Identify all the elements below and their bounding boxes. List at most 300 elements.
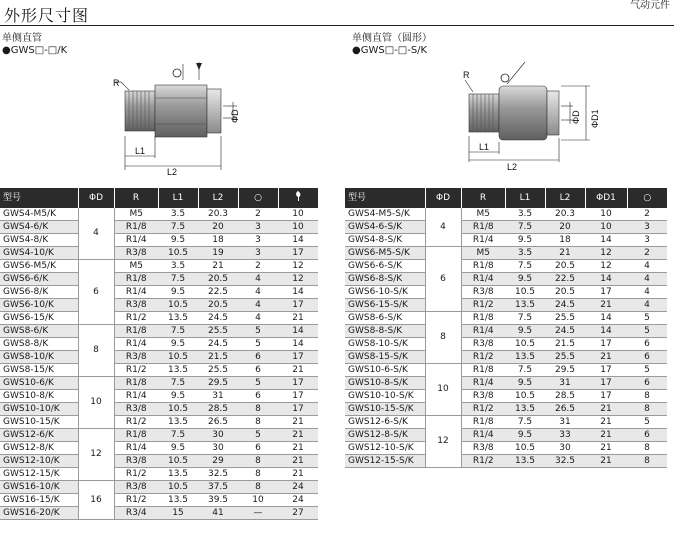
table-row: [0, 338, 318, 351]
table-cell: GWS16-15/K: [0, 494, 78, 507]
table-cell: —: [238, 507, 278, 520]
table-cell: GWS6-6/K: [0, 273, 78, 286]
table-cell: 8: [627, 442, 667, 455]
table-cell: 29.5: [198, 377, 238, 390]
table-row: [0, 416, 318, 429]
table-cell: R3/8: [461, 286, 505, 299]
table-cell: 12: [278, 260, 318, 273]
right-l2-label: L2: [507, 162, 518, 172]
table-cell: 10: [585, 208, 627, 221]
table-cell: R1/2: [461, 351, 505, 364]
table-cell: GWS12-6-S/K: [345, 416, 425, 429]
table-cell: 3: [238, 234, 278, 247]
column-header: 型号: [345, 188, 425, 208]
table-cell: R1/2: [114, 494, 158, 507]
table-row: [0, 312, 318, 325]
table-cell: GWS4-6-S/K: [345, 221, 425, 234]
table-cell: GWS6-M5-S/K: [345, 247, 425, 260]
table-cell: 6: [238, 351, 278, 364]
table-cell: 24.5: [198, 312, 238, 325]
phi-d-cell: 10: [425, 364, 461, 416]
table-cell: 21: [585, 416, 627, 429]
table-cell: 6: [627, 377, 667, 390]
table-cell: 14: [278, 325, 318, 338]
table-cell: 21.5: [545, 338, 585, 351]
table-cell: 28.5: [545, 390, 585, 403]
table-cell: GWS8-8/K: [0, 338, 78, 351]
table-cell: 21: [278, 416, 318, 429]
table-cell: R1/4: [461, 325, 505, 338]
table-cell: 8: [238, 403, 278, 416]
table-cell: 25.5: [545, 312, 585, 325]
column-header: L2: [198, 188, 238, 208]
table-cell: 14: [585, 325, 627, 338]
column-header: ΦD: [425, 188, 461, 208]
table-cell: 17: [585, 338, 627, 351]
table-cell: 22.5: [198, 286, 238, 299]
table-cell: 9.5: [158, 234, 198, 247]
table-cell: GWS10-10-S/K: [345, 390, 425, 403]
table-cell: 3.5: [158, 260, 198, 273]
phi-d-cell: 12: [78, 429, 114, 481]
table-row: [345, 208, 667, 221]
table-cell: 21: [585, 299, 627, 312]
table-cell: GWS4-M5-S/K: [345, 208, 425, 221]
table-row: [0, 364, 318, 377]
table-cell: R1/4: [114, 442, 158, 455]
right-subtitle: 单侧直管（圆形）: [352, 33, 432, 44]
table-row: [345, 325, 667, 338]
table-cell: 7.5: [158, 377, 198, 390]
table-cell: R1/8: [114, 377, 158, 390]
table-cell: 7.5: [505, 416, 545, 429]
table-row: [345, 312, 667, 325]
table-cell: 5: [627, 325, 667, 338]
right-d-label: ΦD: [571, 110, 581, 124]
table-cell: 21: [585, 351, 627, 364]
table-cell: 8: [238, 468, 278, 481]
table-cell: 24: [278, 481, 318, 494]
table-cell: 9.5: [158, 286, 198, 299]
left-l2-label: L2: [167, 167, 178, 176]
table-cell: 7.5: [158, 221, 198, 234]
table-row: [0, 507, 318, 520]
table-cell: R1/4: [461, 273, 505, 286]
table-cell: 24: [278, 494, 318, 507]
table-cell: 29: [198, 455, 238, 468]
table-cell: GWS8-6-S/K: [345, 312, 425, 325]
table-cell: 5: [238, 325, 278, 338]
table-cell: 8: [238, 481, 278, 494]
table-cell: R3/8: [114, 247, 158, 260]
table-cell: 4: [238, 312, 278, 325]
table-row: [345, 377, 667, 390]
table-cell: 21: [585, 429, 627, 442]
table-cell: 37.5: [198, 481, 238, 494]
table-cell: GWS4-6/K: [0, 221, 78, 234]
table-cell: 6: [627, 351, 667, 364]
table-cell: 12: [585, 247, 627, 260]
table-cell: 6: [627, 429, 667, 442]
phi-d-cell: 8: [425, 312, 461, 364]
left-subtitle: 单侧直管: [2, 33, 42, 44]
table-cell: R1/8: [461, 312, 505, 325]
table-cell: 41: [198, 507, 238, 520]
table-cell: GWS6-10/K: [0, 299, 78, 312]
table-cell: 5: [238, 377, 278, 390]
table-cell: 5: [238, 429, 278, 442]
table-cell: 21: [585, 442, 627, 455]
table-cell: GWS8-6/K: [0, 325, 78, 338]
table-cell: 21: [278, 312, 318, 325]
table-cell: GWS12-6/K: [0, 429, 78, 442]
table-cell: 19: [198, 247, 238, 260]
table-row: [0, 390, 318, 403]
table-cell: 27: [278, 507, 318, 520]
table-cell: 2: [238, 260, 278, 273]
table-cell: 6: [238, 442, 278, 455]
column-header: 型号: [0, 188, 78, 208]
table-cell: R3/8: [461, 390, 505, 403]
table-cell: 7.5: [505, 221, 545, 234]
table-row: [345, 364, 667, 377]
table-cell: 17: [585, 364, 627, 377]
table-cell: 13.5: [158, 494, 198, 507]
table-cell: 13.5: [158, 312, 198, 325]
table-row: [0, 494, 318, 507]
table-cell: 13.5: [505, 455, 545, 468]
table-cell: R1/8: [114, 273, 158, 286]
table-cell: 17: [278, 299, 318, 312]
table-cell: GWS6-8/K: [0, 286, 78, 299]
table-cell: 4: [238, 299, 278, 312]
table-cell: 21: [585, 455, 627, 468]
table-cell: R1/4: [114, 390, 158, 403]
table-cell: 10: [585, 221, 627, 234]
right-code: ●GWS□-□-S/K: [352, 45, 428, 56]
table-row: [0, 286, 318, 299]
table-cell: 21: [278, 468, 318, 481]
table-cell: R3/8: [461, 338, 505, 351]
table-cell: 10: [238, 494, 278, 507]
table-cell: GWS4-8/K: [0, 234, 78, 247]
phi-d-cell: 6: [425, 247, 461, 312]
table-cell: 3: [238, 221, 278, 234]
table-row: [345, 260, 667, 273]
table-cell: 30: [198, 429, 238, 442]
table-cell: 28.5: [198, 403, 238, 416]
column-header: L2: [545, 188, 585, 208]
right-l1-label: L1: [479, 142, 490, 152]
table-cell: 13.5: [158, 364, 198, 377]
table-cell: 13.5: [505, 299, 545, 312]
table-cell: 25.5: [198, 325, 238, 338]
table-row: [0, 377, 318, 390]
table-row: [345, 299, 667, 312]
table-cell: 10.5: [158, 403, 198, 416]
phi-d-cell: 6: [78, 260, 114, 325]
table-cell: 26.5: [198, 416, 238, 429]
right-fitting-drawing: [455, 58, 615, 176]
table-cell: R3/8: [114, 403, 158, 416]
table-cell: 18: [198, 234, 238, 247]
table-cell: 14: [278, 234, 318, 247]
column-header: L1: [505, 188, 545, 208]
table-cell: 2: [238, 208, 278, 221]
table-cell: 30: [198, 442, 238, 455]
table-row: [0, 208, 318, 221]
table-row: [0, 221, 318, 234]
table-cell: 20.3: [545, 208, 585, 221]
table-cell: 7.5: [158, 325, 198, 338]
table-cell: 9.5: [505, 273, 545, 286]
table-cell: R1/8: [461, 416, 505, 429]
table-row: [0, 234, 318, 247]
table-cell: GWS10-6/K: [0, 377, 78, 390]
table-cell: 29.5: [545, 364, 585, 377]
table-cell: R1/8: [114, 325, 158, 338]
table-cell: 20: [545, 221, 585, 234]
phi-d-cell: 10: [78, 377, 114, 429]
table-row: [345, 390, 667, 403]
table-cell: 39.5: [198, 494, 238, 507]
left-d-label: ΦD: [230, 109, 240, 123]
table-cell: 25.5: [198, 364, 238, 377]
table-cell: 4: [627, 286, 667, 299]
table-cell: GWS10-10/K: [0, 403, 78, 416]
table-cell: 14: [278, 286, 318, 299]
table-cell: R1/8: [114, 429, 158, 442]
table-cell: GWS10-15/K: [0, 416, 78, 429]
table-cell: 3: [627, 234, 667, 247]
table-cell: GWS16-20/K: [0, 507, 78, 520]
table-cell: 13.5: [505, 403, 545, 416]
table-cell: 17: [585, 286, 627, 299]
table-cell: 9.5: [505, 377, 545, 390]
table-cell: 14: [585, 273, 627, 286]
table-cell: GWS12-10/K: [0, 455, 78, 468]
table-cell: 15: [158, 507, 198, 520]
table-cell: 17: [278, 247, 318, 260]
column-header: L1: [158, 188, 198, 208]
table-cell: 14: [278, 338, 318, 351]
table-cell: 5: [238, 338, 278, 351]
table-cell: 7.5: [505, 364, 545, 377]
table-cell: 5: [627, 312, 667, 325]
table-cell: GWS12-8/K: [0, 442, 78, 455]
table-row: [0, 247, 318, 260]
right-d1-label: ΦD1: [590, 109, 600, 128]
table-cell: 8: [238, 455, 278, 468]
table-cell: R1/2: [461, 299, 505, 312]
column-header: R: [461, 188, 505, 208]
left-code: ●GWS□-□/K: [2, 45, 68, 56]
table-cell: 4: [238, 273, 278, 286]
table-cell: 20.3: [198, 208, 238, 221]
table-cell: 9.5: [158, 442, 198, 455]
table-row: [0, 273, 318, 286]
table-cell: 22.5: [545, 273, 585, 286]
table-cell: R1/8: [461, 364, 505, 377]
table-cell: 10.5: [505, 390, 545, 403]
table-cell: 32.5: [545, 455, 585, 468]
table-row: [0, 325, 318, 338]
table-cell: 21: [278, 442, 318, 455]
table-cell: 10.5: [158, 455, 198, 468]
table-cell: 31: [545, 416, 585, 429]
table-cell: GWS12-15/K: [0, 468, 78, 481]
table-row: [0, 351, 318, 364]
table-cell: M5: [461, 208, 505, 221]
table-cell: 32.5: [198, 468, 238, 481]
table-cell: M5: [114, 260, 158, 273]
table-row: [0, 299, 318, 312]
column-header: ○: [627, 188, 667, 208]
table-cell: GWS10-15-S/K: [345, 403, 425, 416]
table-cell: 8: [627, 403, 667, 416]
table-row: [0, 455, 318, 468]
table-cell: GWS12-8-S/K: [345, 429, 425, 442]
table-cell: GWS8-8-S/K: [345, 325, 425, 338]
table-row: [345, 273, 667, 286]
table-cell: GWS8-15/K: [0, 364, 78, 377]
table-cell: 14: [585, 312, 627, 325]
table-cell: GWS8-15-S/K: [345, 351, 425, 364]
table-cell: 10: [278, 208, 318, 221]
table-cell: 17: [585, 377, 627, 390]
phi-d-cell: 8: [78, 325, 114, 377]
table-cell: 18: [545, 234, 585, 247]
table-cell: 7.5: [158, 429, 198, 442]
table-row: [0, 260, 318, 273]
table-cell: R3/8: [114, 455, 158, 468]
table-row: [345, 221, 667, 234]
table-cell: 24.5: [545, 325, 585, 338]
table-cell: 21: [585, 403, 627, 416]
phi-d-cell: 4: [425, 208, 461, 247]
table-cell: 31: [198, 390, 238, 403]
table-cell: 10.5: [505, 338, 545, 351]
table-cell: R1/8: [114, 221, 158, 234]
table-cell: 13.5: [505, 351, 545, 364]
table-cell: 13.5: [158, 468, 198, 481]
table-cell: R1/2: [114, 312, 158, 325]
table-cell: 3.5: [505, 208, 545, 221]
table-cell: GWS6-M5/K: [0, 260, 78, 273]
table-cell: R1/2: [461, 403, 505, 416]
table-cell: 10.5: [505, 442, 545, 455]
table-row: [0, 429, 318, 442]
table-cell: 7.5: [505, 312, 545, 325]
left-r-label: R: [113, 78, 120, 88]
table-cell: 3.5: [158, 208, 198, 221]
table-cell: GWS10-8-S/K: [345, 377, 425, 390]
table-cell: 10.5: [505, 286, 545, 299]
left-l1-label: L1: [135, 146, 146, 156]
table-cell: GWS8-10/K: [0, 351, 78, 364]
left-spec-table: [0, 188, 318, 520]
table-cell: GWS10-6-S/K: [345, 364, 425, 377]
table-cell: 17: [278, 351, 318, 364]
table-cell: 9.5: [158, 338, 198, 351]
table-cell: R1/2: [114, 364, 158, 377]
table-cell: R1/8: [461, 260, 505, 273]
table-cell: GWS16-10/K: [0, 481, 78, 494]
table-cell: 13.5: [158, 416, 198, 429]
table-cell: M5: [461, 247, 505, 260]
table-cell: R3/8: [114, 481, 158, 494]
table-cell: 21: [278, 364, 318, 377]
table-cell: 7.5: [158, 273, 198, 286]
table-cell: GWS6-10-S/K: [345, 286, 425, 299]
table-row: [0, 403, 318, 416]
table-cell: GWS8-10-S/K: [345, 338, 425, 351]
table-row: [345, 429, 667, 442]
table-cell: 20.5: [198, 299, 238, 312]
table-cell: R1/4: [461, 429, 505, 442]
table-cell: 4: [627, 260, 667, 273]
phi-d-cell: 4: [78, 208, 114, 260]
table-cell: 5: [627, 416, 667, 429]
table-cell: 3: [238, 247, 278, 260]
table-cell: 5: [627, 364, 667, 377]
table-cell: 21: [545, 247, 585, 260]
column-header: ΦD1: [585, 188, 627, 208]
table-cell: 4: [627, 299, 667, 312]
table-cell: M5: [114, 208, 158, 221]
table-row: [345, 286, 667, 299]
table-row: [345, 403, 667, 416]
table-row: [345, 234, 667, 247]
table-cell: 26.5: [545, 403, 585, 416]
table-cell: 10.5: [158, 351, 198, 364]
table-cell: 20.5: [545, 260, 585, 273]
table-cell: 20.5: [198, 273, 238, 286]
table-cell: 4: [627, 273, 667, 286]
table-cell: 33: [545, 429, 585, 442]
table-cell: 24.5: [198, 338, 238, 351]
table-cell: 3: [627, 221, 667, 234]
table-cell: R1/8: [461, 221, 505, 234]
table-cell: 31: [545, 377, 585, 390]
table-cell: 9.5: [505, 325, 545, 338]
table-cell: R1/2: [461, 455, 505, 468]
corner-mark: 气动元件: [630, 0, 670, 11]
table-cell: 9.5: [505, 234, 545, 247]
table-cell: R1/4: [461, 377, 505, 390]
title-rule: [0, 25, 674, 26]
table-cell: 2: [627, 247, 667, 260]
table-cell: R1/4: [114, 286, 158, 299]
table-cell: 8: [627, 455, 667, 468]
table-cell: 21: [198, 260, 238, 273]
page-title: 外形尺寸图: [4, 6, 90, 25]
table-cell: GWS6-15-S/K: [345, 299, 425, 312]
table-cell: 21: [278, 455, 318, 468]
table-cell: 6: [238, 390, 278, 403]
phi-d-cell: 12: [425, 416, 461, 468]
column-header: ○: [238, 188, 278, 208]
table-cell: GWS6-15/K: [0, 312, 78, 325]
table-cell: 8: [627, 390, 667, 403]
table-row: [345, 455, 667, 468]
table-cell: GWS6-8-S/K: [345, 273, 425, 286]
column-header: R: [114, 188, 158, 208]
table-cell: GWS6-6-S/K: [345, 260, 425, 273]
column-header: ΦD: [78, 188, 114, 208]
table-cell: 21: [278, 429, 318, 442]
right-r-label: R: [463, 70, 470, 80]
